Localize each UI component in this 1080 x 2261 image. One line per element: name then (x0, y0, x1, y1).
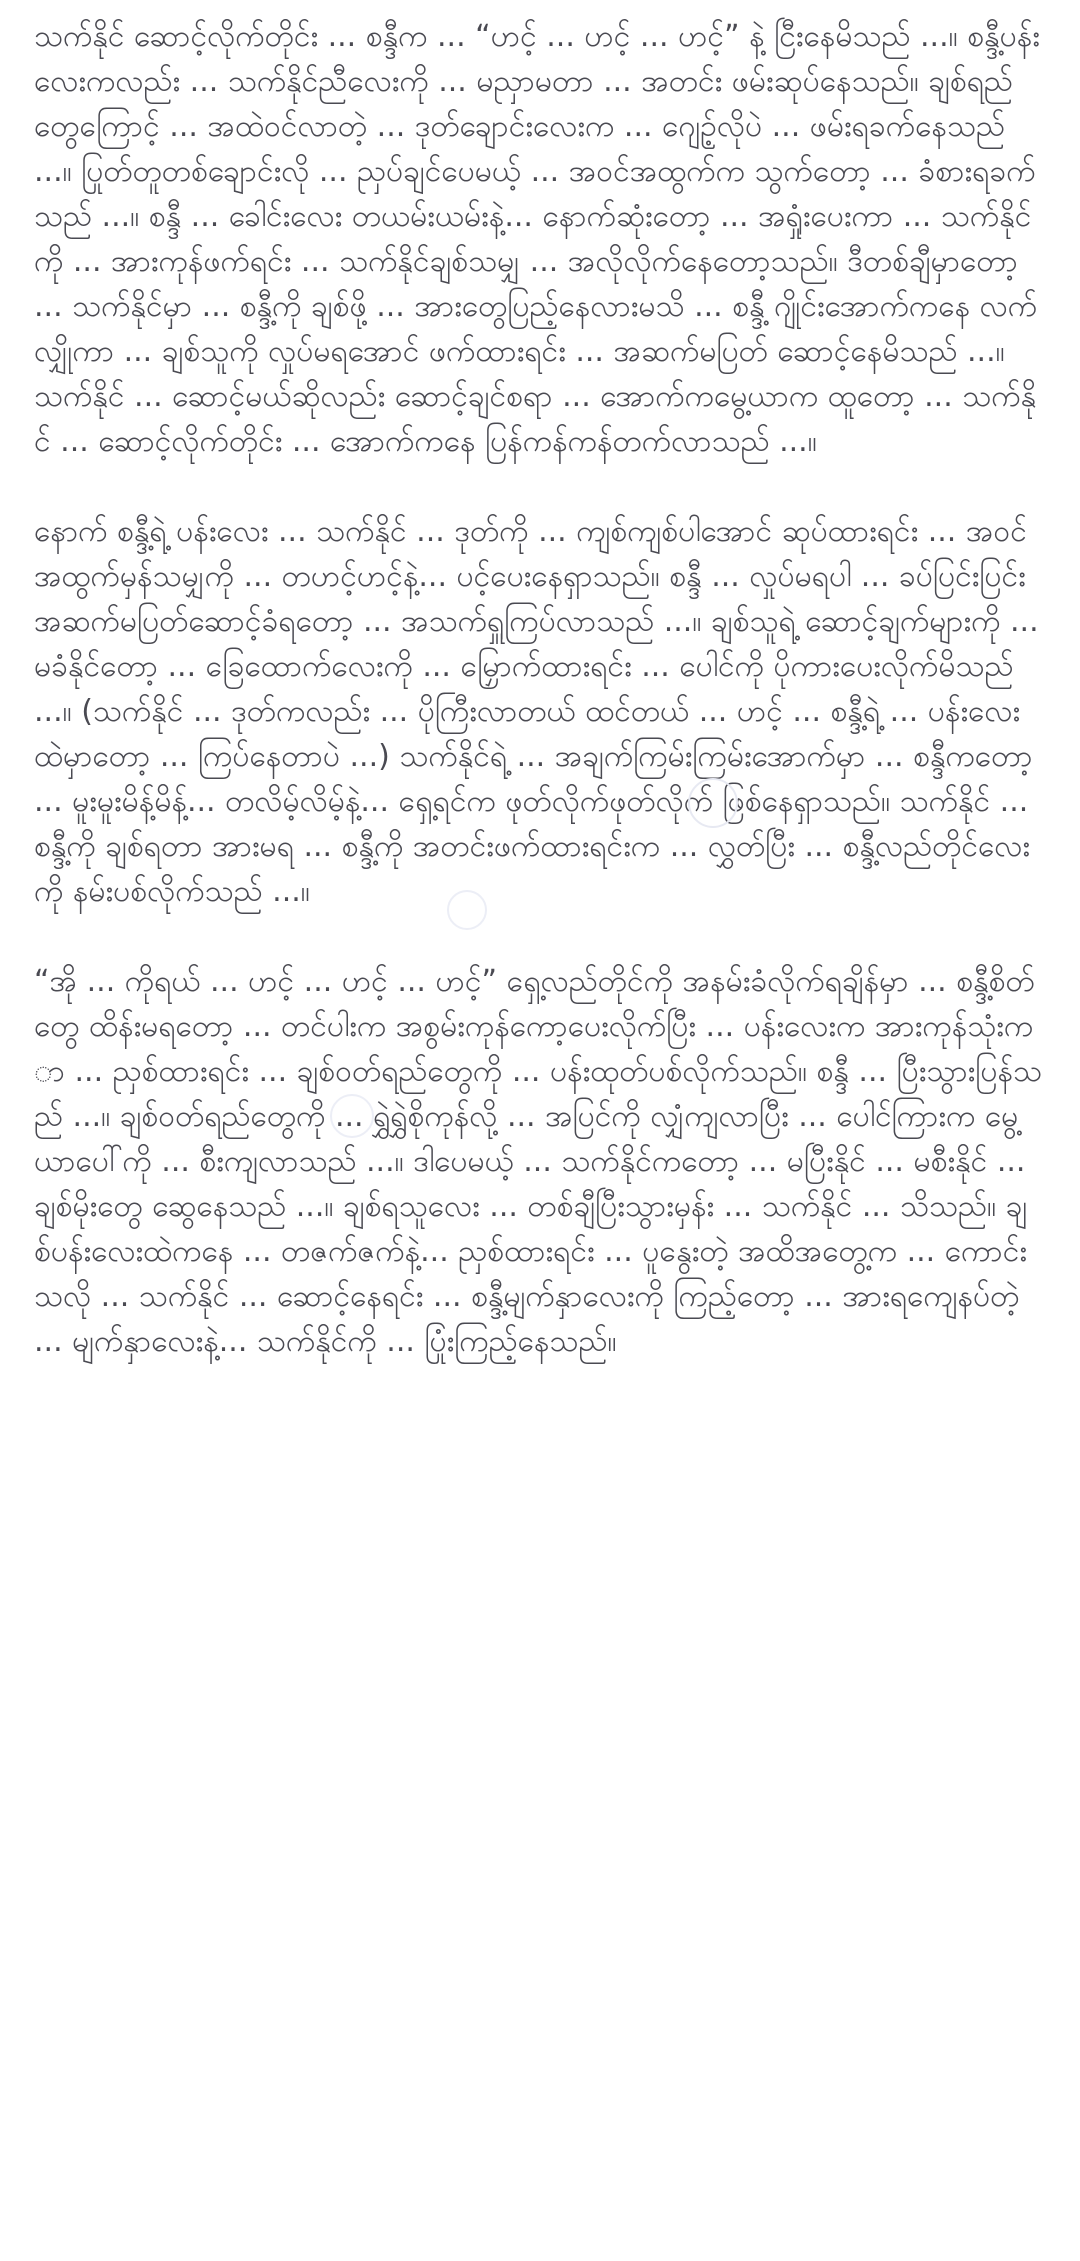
paragraph-3: “အို ... ကိုရယ် ... ဟင့် ... ဟင့် ... ဟင့်” ရှေ့လည်တိုင်ကို အနမ်းခံလိုက်ရချိန်မှာ ... စန္ဒီ့စိတ်တွေ ထိန်းမရတော့ ... တင်ပါးက အစွမ်းကုန်ကော့ပေးလိုက်ပြီး ... ပန်းလေးက အားကုန်သုံးကာ ... ညှစ်ထားရင်း ... ချစ်ဝတ်ရည်တွေကို ... ပန်းထုတ်ပစ်လိုက်သည်။ စန္ဒီ ... ပြီးသွားပြန်သည် ...။ ချစ်ဝတ်ရည်တွေကို ... ရွှဲရွှဲစိုကုန်လို့ ... အပြင်ကို လျှံကျလာပြီး ... ပေါင်ကြားက မွေ့ယာပေါ်ကို ... စီးကျလာသည် ...။ ဒါပေမယ့် ... သက်နိုင်ကတော့ ... မပြီးနိုင် ... မစီးနိုင် ... ချစ်မိုးတွေ ဆွေနေသည် ...။ ချစ်ရသူလေး ... တစ်ချီပြီးသွားမှန်း ... သက်နိုင် ... သိသည်။ ချစ်ပန်းလေးထဲကနေ ... တဇက်ဇက်နဲ့... ညှစ်ထားရင်း ... ပူနွေးတဲ့ အထိအတွေ့က ... ကောင်းသလို ... သက်နိုင် ... ဆောင့်နေရင်း ... စန္ဒီ့မျက်နှာလေးကို ကြည့်တော့ ... အားရကျေနပ်တဲ့ ... မျက်နှာလေးနဲ့... သက်နိုင်ကို ... ပြုံးကြည့်နေသည်။ (34, 964, 1042, 1359)
paragraph-1: သက်နိုင် ဆောင့်လိုက်တိုင်း ... စန္ဒီက ... “ဟင့် ... ဟင့် ... ဟင့်” နဲ့ ငြီးနေမိသည် ...။ စန္ဒီ့ပန်းလေးကလည်း ... သက်နိုင်ညီလေးကို ... မညှာမတာ ... အတင်း ဖမ်းဆုပ်နေသည်။ ချစ်ရည်တွေကြောင့် ... အထဲဝင်လာတဲ့ ... ဒုတ်ချောင်းလေးက ... ဂျေဉ့်လိုပဲ ... ဖမ်းရခက်နေသည် ...။ ပြုတ်တူတစ်ချောင်းလို ... ညှပ်ချင်ပေမယ့် ... အဝင်အထွက်က သွက်တော့ ... ခံစားရခက်သည် ...။ စန္ဒီ ... ခေါင်းလေး တယမ်းယမ်းနဲ့... နောက်ဆုံးတော့ ... အရှုံးပေးကာ ... သက်နိုင်ကို ... အားကုန်ဖက်ရင်း ... သက်နိုင်ချစ်သမျှ ... အလိုလိုက်နေတော့သည်။ ဒီတစ်ချီမှာတော့ ... သက်နိုင်မှာ ... စန္ဒီ့ကို ချစ်ဖို့ ... အားတွေပြည့်နေလားမသိ ... စန္ဒီ့ ဂျိုင်းအောက်ကနေ လက်လျှိုကာ ... ချစ်သူကို လှုပ်မရအောင် ဖက်ထားရင်း ... အဆက်မပြတ် ဆောင့်နေမိသည် ...။ သက်နိုင် ... ဆောင့်မယ်ဆိုလည်း ဆောင့်ချင်စရာ ... အောက်ကမွေ့ယာက ထူတော့ ... သက်နိုင် ... ဆောင့်လိုက်တိုင်း ... အောက်ကနေ ပြန်ကန်ကန်တက်လာသည် ...။ (34, 19, 1040, 459)
paragraph-2: နောက် စန္ဒီ့ရဲ့ ပန်းလေး ... သက်နိုင် ... ဒုတ်ကို ... ကျစ်ကျစ်ပါအောင် ဆုပ်ထားရင်း ... အဝင်အထွက်မှန်သမျှကို ... တဟင့်ဟင့်နဲ့... ပင့်ပေးနေရှာသည်။ စန္ဒီ ... လှုပ်မရပါ ... ခပ်ပြင်းပြင်း အဆက်မပြတ်ဆောင့်ခံရတော့ ... အသက်ရှူကြပ်လာသည် ...။ ချစ်သူရဲ့ ဆောင့်ချက်များကို ... မခံနိုင်တော့ ... ခြေထောက်လေးကို ... မြှောက်ထားရင်း ... ပေါင်ကို ပိုကားပေးလိုက်မိသည် ...။ (သက်နိုင် ... ဒုတ်ကလည်း ... ပိုကြီးလာတယ် ထင်တယ် ... ဟင့် ... စန္ဒီ့ရဲ့ ... ပန်းလေးထဲမှာတော့ ... ကြပ်နေတာပဲ ...) သက်နိုင်ရဲ့ ... အချက်ကြမ်းကြမ်းအောက်မှာ ... စန္ဒီကတော့ ... မူးမူးမိန့်မိန့်... တလိမ့်လိမ့်နဲ့... ရှေ့ရင်က ဖုတ်လိုက်ဖုတ်လိုက် ဖြစ်နေရှာသည်။ သက်နိုင် ... စန္ဒီ့ကို ချစ်ရတာ အားမရ ... စန္ဒီ့ကို အတင်းဖက်ထားရင်းက ... လွှတ်ပြီး ... စန္ဒီ့လည်တိုင်လေးကို နမ်းပစ်လိုက်သည် ...။ (34, 514, 1039, 909)
